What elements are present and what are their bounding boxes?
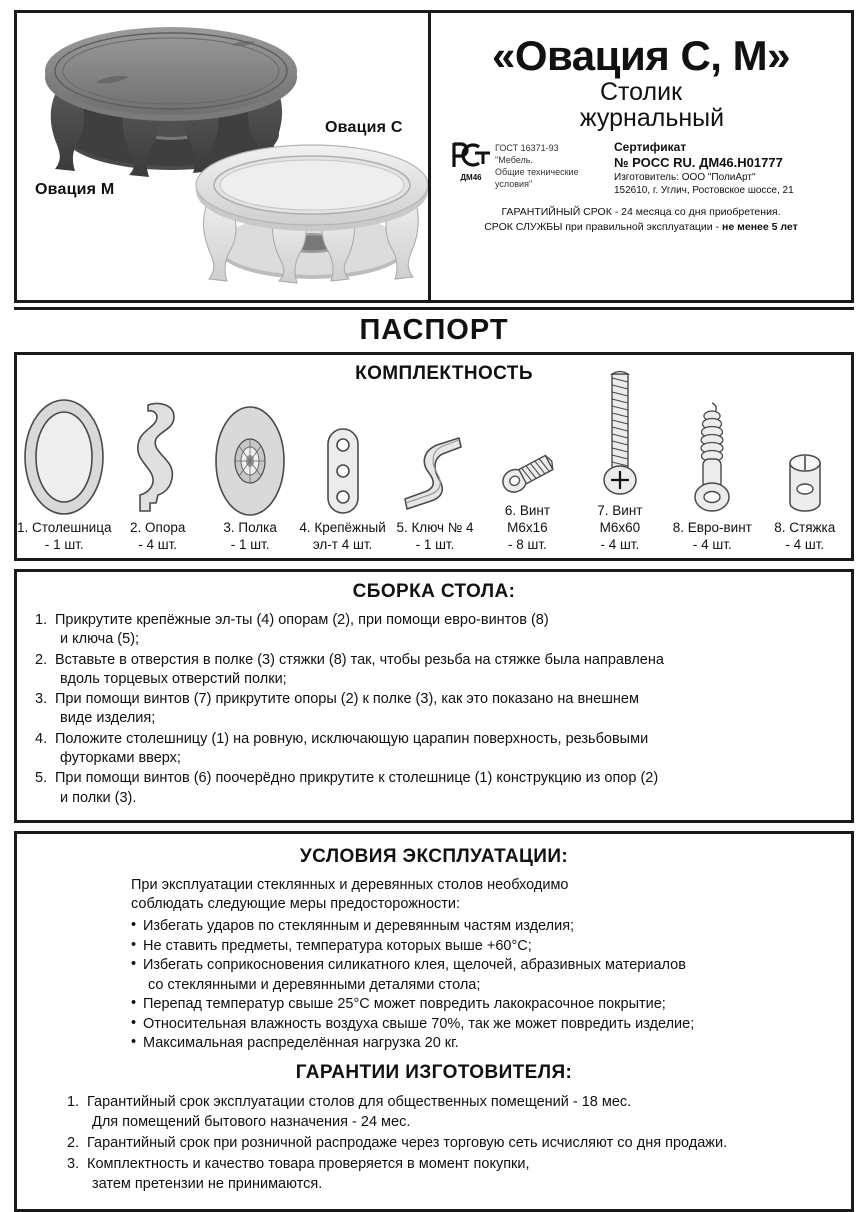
product-label-m: Овация М	[35, 181, 115, 198]
euro-screw-icon	[690, 399, 734, 517]
service-life-line	[439, 220, 843, 235]
step-line-1: Прикрутите крепёжные эл-ты (4) опорам (2), при помощи евро-винтов (8)	[55, 612, 549, 628]
part-art	[759, 355, 851, 517]
part-item	[204, 355, 296, 558]
step-line-2: вдоль торцевых отверстий полки;	[60, 670, 287, 687]
step-line-2: футорками вверх;	[60, 749, 181, 766]
product-label-c: Овация С	[325, 119, 403, 136]
step-line-1: При помощи винтов (6) поочерёдно прикрутите к столешнице (1) конструкцию из опор (2)	[55, 770, 659, 787]
part-art	[666, 355, 758, 517]
step-number: 3.	[35, 691, 48, 708]
screw-m6x16-icon	[496, 444, 558, 500]
part-caption	[223, 520, 277, 554]
bullet-line-1: Перепад температур свыше 25°С может повредить лакокрасочное покрытие;	[143, 996, 666, 1013]
guarantee-line-2: Для помещений бытового назначения - 24 мес.	[92, 1113, 411, 1130]
part-qty: - 4 шт.	[138, 537, 178, 553]
assembly-step	[31, 730, 837, 769]
bullet-marker: •	[131, 1014, 137, 1031]
assembly-step	[31, 611, 837, 650]
operation-bullet	[131, 995, 837, 1015]
operation-intro-line-1: При эксплуатации стеклянных и деревянных столов необходимо	[131, 876, 569, 893]
part-item	[759, 355, 851, 558]
bullet-marker: •	[131, 936, 137, 953]
parts-row	[17, 355, 851, 558]
step-line-1: Положите столешницу (1) на ровную, исключающую царапин поверхность, резьбовыми	[55, 730, 649, 747]
part-name: 7. Винт	[597, 503, 643, 519]
guarantees-title: ГАРАНТИИ ИЗГОТОВИТЕЛЯ:	[295, 1061, 573, 1083]
part-qty: - 4 шт.	[692, 537, 732, 553]
warranty-period-line: ГАРАНТИЙНЫЙ СРОК - 24 месяца со дня приобретения.	[501, 205, 781, 218]
step-line-2: и ключа (5);	[60, 631, 140, 648]
product-subtitle-2: журнальный	[579, 104, 725, 133]
operation-guarantee-section	[14, 831, 854, 1212]
operation-bullets	[131, 917, 837, 1054]
part-name: 8. Евро-винт	[672, 520, 752, 536]
certificate-number: № РОСС RU. ДМ46.Н01777	[614, 154, 783, 170]
part-caption	[774, 520, 835, 554]
part-qty: - 4 шт.	[600, 537, 640, 553]
certification-block	[439, 140, 843, 198]
tabletop-oval-icon	[23, 397, 105, 517]
operation-bullet	[131, 917, 837, 937]
gost-line-2: "Мебель.	[495, 154, 533, 165]
part-name: 1. Столешница	[17, 520, 112, 536]
gost-block	[495, 140, 610, 198]
part-art	[204, 355, 296, 517]
part-item	[481, 355, 573, 558]
assembly-title: СБОРКА СТОЛА:	[352, 581, 516, 602]
certificate-block	[610, 140, 843, 198]
bullet-marker: •	[131, 916, 137, 933]
part-qty: - 4 шт.	[785, 537, 825, 553]
step-number: 4.	[35, 730, 48, 747]
step-number: 1.	[35, 612, 48, 628]
part-caption	[597, 503, 642, 554]
operation-body	[31, 876, 837, 1054]
part-art	[389, 355, 481, 517]
rst-mark-caption: ДМ46	[460, 172, 482, 182]
spacer	[14, 561, 854, 569]
part-item	[17, 355, 111, 558]
step-number: 5.	[35, 770, 48, 787]
part-name: 5. Ключ № 4	[396, 520, 474, 536]
assembly-section	[14, 569, 854, 823]
part-art	[296, 355, 388, 517]
bullet-line-1: Не ставить предметы, температура которых выше +60°С;	[143, 937, 532, 954]
bullet-marker: •	[131, 1034, 137, 1051]
part-name: 8. Стяжка	[774, 520, 836, 536]
bullet-marker: •	[131, 956, 137, 973]
operation-bullet	[131, 937, 837, 957]
operation-title: УСЛОВИЯ ЭКСПЛУАТАЦИИ:	[299, 845, 569, 867]
part-item	[389, 355, 481, 558]
guarantee-number: 2.	[67, 1134, 80, 1151]
guarantee-line-1: Гарантийный срок при розничной распродаже через торговую сеть исчисляют со дня продажи.	[87, 1134, 728, 1151]
step-line-1: При помощи винтов (7) прикрутите опоры (2) к полке (3), как это показано на внешнем	[55, 691, 639, 708]
part-item	[574, 355, 666, 558]
part-name: 3. Полка	[223, 520, 277, 536]
coffee-table-light-illustration	[187, 135, 431, 300]
bullet-line-2: со стеклянными и деревянными деталями стола;	[148, 976, 481, 993]
part-name: 6. Винт	[504, 503, 551, 519]
part-name: 2. Опора	[130, 520, 186, 536]
part-name: 4. Крепёжный	[299, 520, 386, 536]
assembly-step	[31, 690, 837, 729]
gost-line-3: Общие технические	[495, 166, 579, 177]
certificate-label: Сертификат	[614, 139, 687, 154]
parts-section-title: КОМПЛЕКТНОСТЬ	[355, 363, 533, 384]
parts-section	[14, 352, 854, 561]
part-spec: М6х16	[507, 520, 548, 536]
rst-conformity-mark-icon	[449, 140, 493, 170]
step-line-2: и полки (3).	[60, 789, 137, 806]
header-warranty-note	[439, 205, 843, 235]
barrel-nut-icon	[780, 449, 830, 517]
part-qty: - 8 шт.	[508, 537, 547, 553]
bullet-marker: •	[131, 995, 137, 1012]
part-item	[666, 355, 758, 558]
shelf-oval-icon	[214, 405, 286, 517]
guarantee-item	[61, 1154, 837, 1194]
step-line-1: Вставьте в отверстия в полке (3) стяжки (8) так, чтобы резьба на стяжке была направлена	[55, 651, 664, 668]
step-line-2: виде изделия;	[60, 710, 156, 727]
part-caption	[396, 520, 473, 554]
part-caption	[130, 520, 185, 554]
part-caption	[17, 520, 111, 554]
part-qty: - 1 шт.	[230, 537, 270, 553]
passport-title: ПАСПОРТ	[359, 314, 509, 346]
guarantees-body	[31, 1090, 837, 1194]
part-qty: эл-т 4 шт.	[312, 537, 373, 553]
leg-support-icon	[130, 399, 186, 517]
part-art	[481, 355, 573, 500]
part-qty: - 1 шт.	[415, 537, 455, 553]
assembly-step	[31, 651, 837, 690]
bullet-line-1: Относительная влажность воздуха свыше 70%, так же может повредить изделие;	[143, 1015, 695, 1032]
part-item	[296, 355, 388, 558]
part-art	[574, 355, 666, 500]
service-life-value: не менее 5 лет	[721, 220, 798, 233]
manufacturer-address: 152610, г. Углич, Ростовское шоссе, 21	[614, 185, 794, 197]
part-item	[111, 355, 203, 558]
assembly-steps	[31, 611, 837, 808]
bullet-line-1: Максимальная распределённая нагрузка 20 кг.	[143, 1035, 459, 1052]
title-certificate-panel	[431, 13, 851, 300]
spacer	[31, 1054, 837, 1062]
screw-m6x60-icon	[600, 368, 640, 500]
product-title: «Овация С, М»	[492, 32, 790, 79]
guarantee-item	[61, 1092, 837, 1132]
part-art	[17, 355, 111, 517]
part-spec: М6х60	[599, 520, 641, 536]
gost-line-1: ГОСТ 16371-93	[495, 142, 559, 153]
guarantee-number: 3.	[67, 1155, 80, 1172]
part-caption	[673, 520, 752, 554]
guarantee-number: 1.	[67, 1093, 80, 1110]
bullet-line-1: Избегать соприкосновения силикатного клея, щелочей, абразивных материалов	[143, 957, 686, 974]
operation-bullet	[131, 1015, 837, 1035]
header-panel	[14, 10, 854, 303]
part-art	[111, 355, 203, 517]
guarantee-line-1: Гарантийный срок эксплуатации столов для общественных помещений - 18 мес.	[87, 1093, 632, 1110]
bullet-line-1: Избегать ударов по стеклянным и деревянным частям изделия;	[143, 917, 575, 934]
product-images-panel	[17, 13, 431, 300]
assembly-step	[31, 769, 837, 808]
part-qty: - 1 шт.	[44, 537, 84, 553]
part-caption	[505, 503, 550, 554]
manufacturer-name: Изготовитель: ООО "ПолиАрт"	[614, 171, 756, 183]
part-caption	[299, 520, 385, 554]
mounting-plate-icon	[321, 425, 365, 517]
operation-bullet	[131, 1034, 837, 1054]
product-subtitle-1: Столик	[599, 78, 683, 106]
step-number: 2.	[35, 651, 48, 668]
hex-key-icon	[399, 435, 471, 517]
guarantee-line-2: затем претензии не принимаются.	[92, 1175, 323, 1192]
rst-mark-wrap	[447, 140, 495, 198]
operation-bullet	[131, 956, 837, 995]
operation-intro-line-2: соблюдать следующие меры предосторожности:	[131, 896, 461, 913]
guarantee-line-1: Комплектность и качество товара проверяется в момент покупки,	[87, 1155, 530, 1172]
guarantee-item	[61, 1133, 837, 1153]
service-life-prefix: СРОК СЛУЖБЫ при правильной эксплуатации -	[484, 220, 722, 233]
gost-line-4: условия"	[495, 178, 533, 189]
guarantees-list	[61, 1092, 837, 1194]
